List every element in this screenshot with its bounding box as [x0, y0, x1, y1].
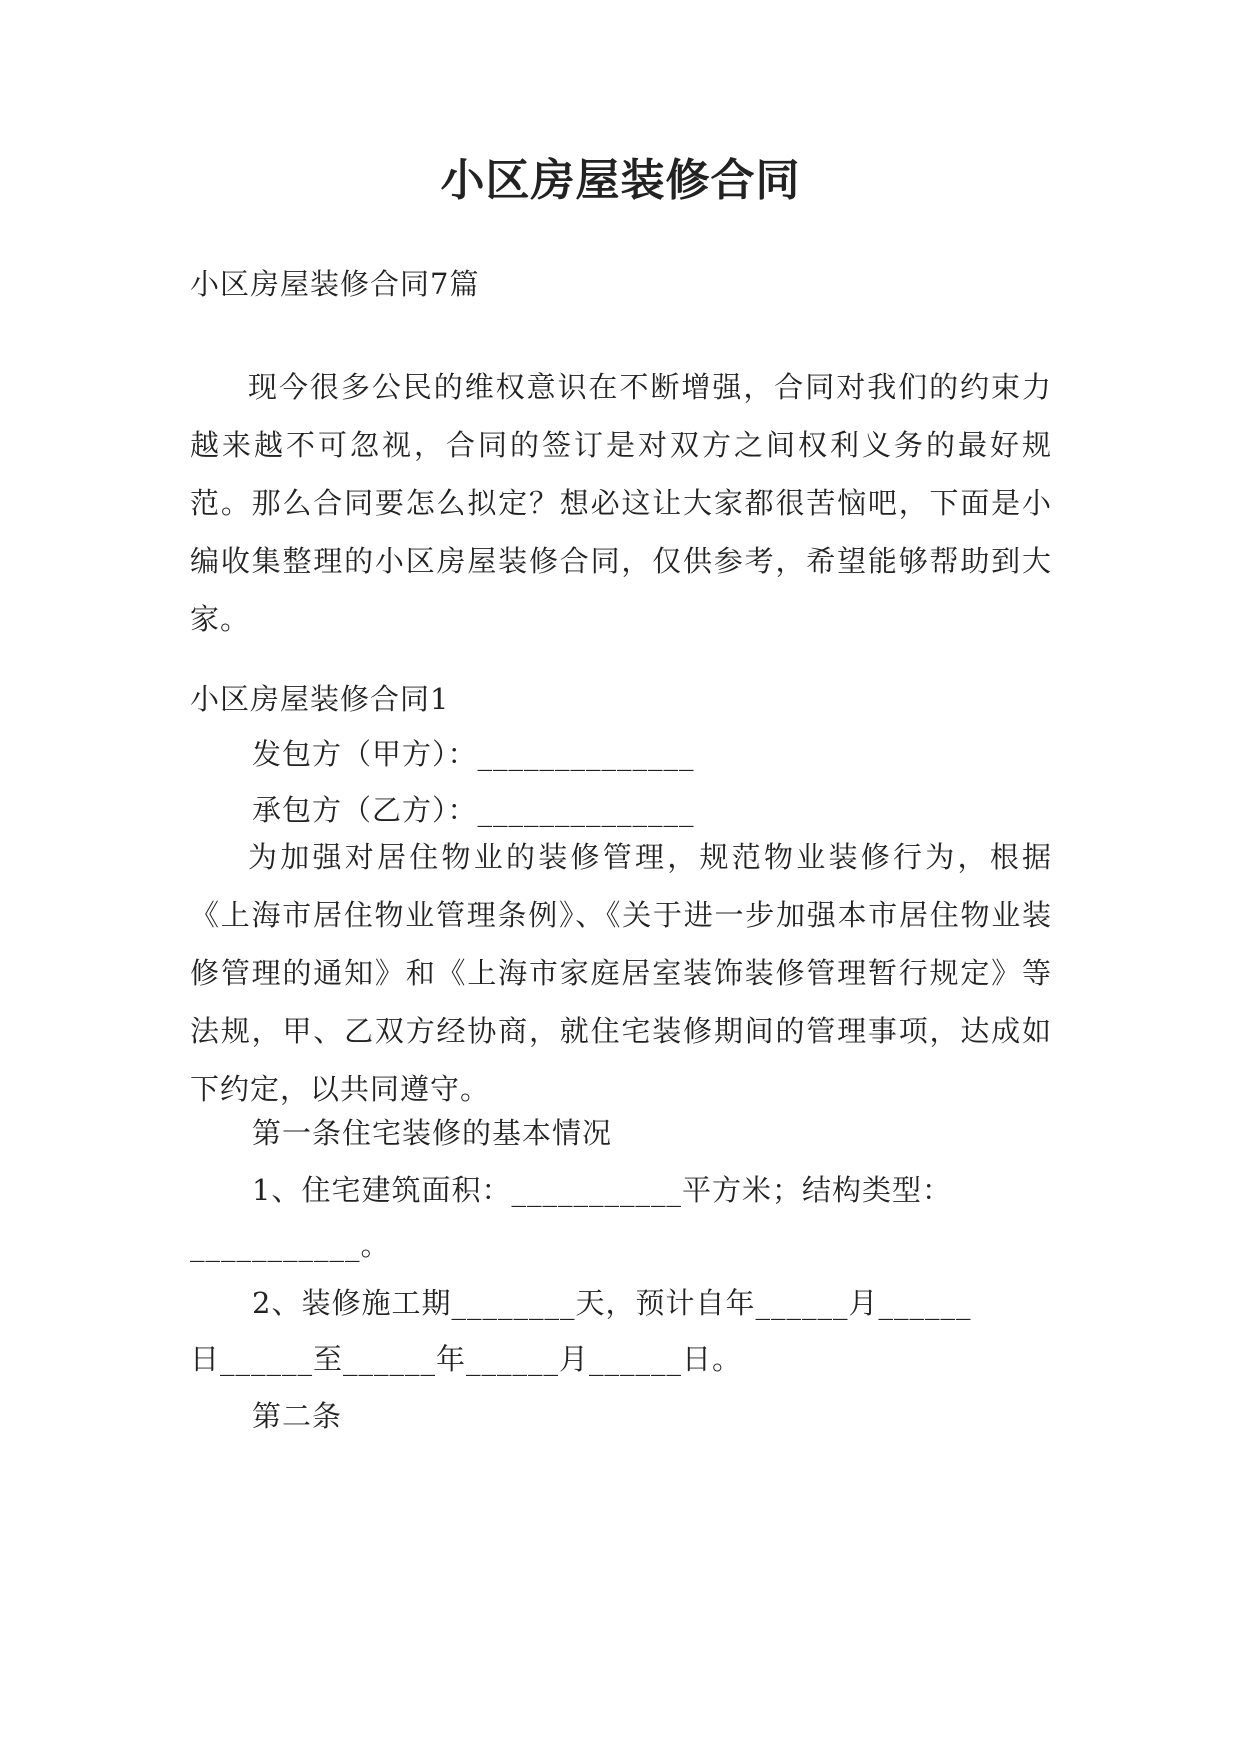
item-1-line-2: ___________。 — [190, 1228, 391, 1262]
item-2-line-2: 日______至______年______月______日。 — [190, 1342, 743, 1376]
party-b-field: 承包方（乙方）：______________ — [252, 793, 695, 827]
document-title: 小区房屋装修合同 — [440, 155, 801, 206]
section-heading: 小区房屋装修合同1 — [190, 682, 450, 716]
party-a-field: 发包方（甲方）：______________ — [252, 737, 695, 771]
intro-paragraph: 现今很多公民的维权意识在不断增强，合同对我们的约束力越来越不可忽视，合同的签订是对双方之间权利义务的最好规范。那么合同要怎么拟定？想必这让大家都很苦恼吧，下面是小编收集整理的小区房屋装修合同，仅供参考，希望能够帮助到大家。 — [190, 370, 1052, 636]
article-1-title: 第一条住宅装修的基本情况 — [252, 1116, 613, 1150]
article-2-title: 第二条 — [252, 1399, 343, 1433]
document-subtitle: 小区房屋装修合同7篇 — [190, 267, 480, 301]
preamble-paragraph: 为加强对居住物业的装修管理，规范物业装修行为，根据《上海市居住物业管理条例》、《关于进一步加强本市居住物业装修管理的通知》和《上海市家庭居室装饰装修管理暂行规定》等法规，甲、乙双方经协商，就住宅装修期间的管理事项，达成如下约定，以共同遵守。 — [190, 840, 1052, 1106]
item-2-line-1: 2、装修施工期________天，预计自年______月______ — [252, 1286, 972, 1320]
item-1-line-1: 1、住宅建筑面积：___________平方米；结构类型： — [252, 1173, 952, 1207]
